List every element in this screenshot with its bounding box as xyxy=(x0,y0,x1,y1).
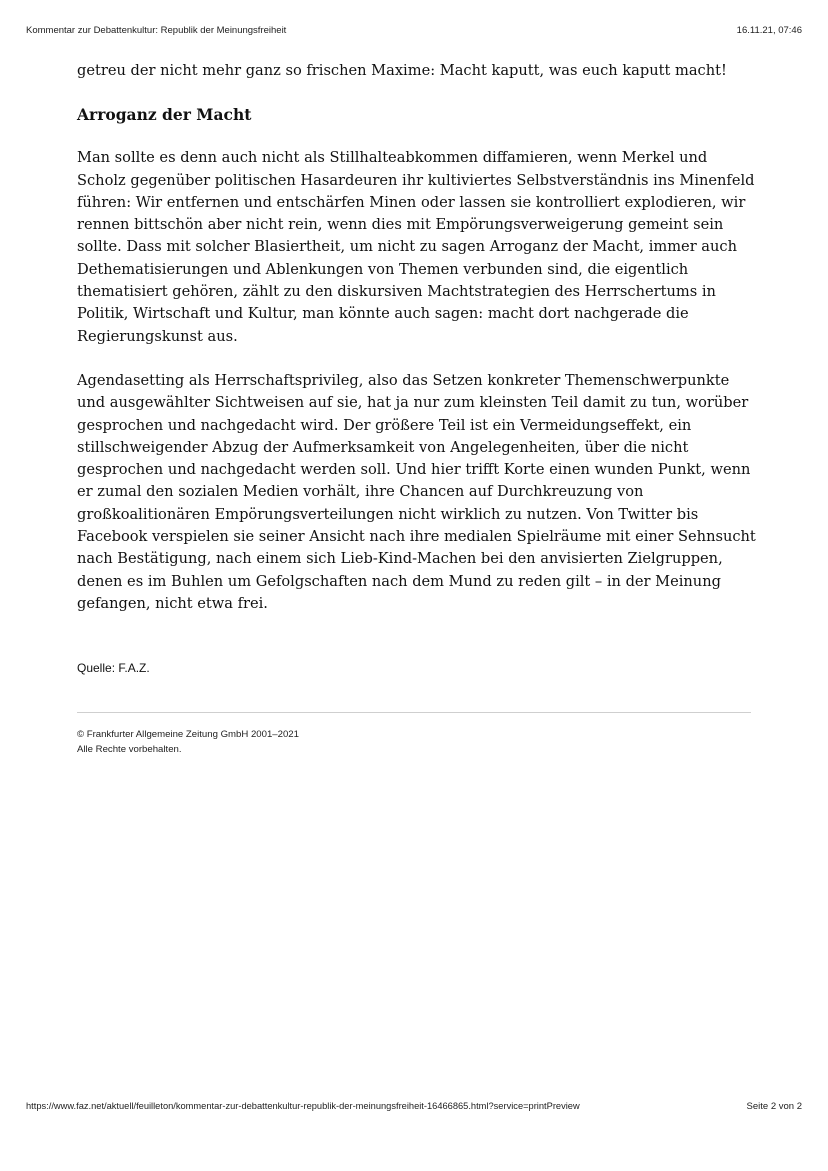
print-header-datetime: 16.11.21, 07:46 xyxy=(736,25,802,36)
copyright-block xyxy=(77,727,299,757)
article-body xyxy=(77,60,757,615)
print-footer-url: https://www.faz.net/aktuell/feuilleton/kommentar-zur-debattenkultur-republik-der-meinungsfreiheit-16466865.html?service=printPreview xyxy=(26,1101,580,1111)
footer-divider xyxy=(77,712,751,713)
article-paragraph-1: Man sollte es denn auch nicht als Stillhalteabkommen diffamieren, wenn Merkel und Scholz gegenüber politischen Hasardeuren ihr kultiviertes Selbstverständnis ins Minenfeld führen: Wir entfernen und entschärfen Minen oder lassen sie kontrolliert explodieren, wir rennen bittschön aber nicht rein, wenn dies mit Empörungsverweigerung gemeint sein sollte. Dass mit solcher Blasiertheit, um nicht zu sagen Arroganz der Macht, immer auch Dethematisierungen und Ablenkungen von Themen verbunden sind, die eigentlich thematisiert gehören, zählt zu den diskursiven Machtstrategien des Herrschertums in Politik, Wirtschaft und Kultur, man könnte auch sagen: macht dort nachgerade die Regierungskunst aus. xyxy=(77,149,755,345)
article-paragraph-2: Agendasetting als Herrschaftsprivileg, also das Setzen konkreter Themenschwerpunkte und ausgewählter Sichtweisen auf sie, hat ja nur zum kleinsten Teil damit zu tun, worüber gesprochen und nachgedacht wird. Der größere Teil ist ein Vermeidungseffekt, ein stillschweigender Abzug der Aufmerksamkeit von Angelegenheiten, über die nicht gesprochen und nachgedacht werden soll. Und hier trifft Korte einen wunden Punkt, wenn er zumal den sozialen Medien vorhält, ihre Chancen auf Durchkreuzung von großkoalitionären Empörungsverteilungen nicht wirklich zu nutzen. Von Twitter bis Facebook verspielen sie seiner Ansicht nach ihre medialen Spielräume mit einer Sehnsucht nach Bestätigung, nach einem sich Lieb-Kind-Machen bei den anvisierten Zielgruppen, denen es im Buhlen um Gefolgschaften nach dem Mund zu reden gilt – in der Meinung gefangen, nicht etwa frei. xyxy=(77,371,756,612)
copyright-line: © Frankfurter Allgemeine Zeitung GmbH 2001–2021 xyxy=(77,729,299,740)
article-source: Quelle: F.A.Z. xyxy=(77,661,150,675)
print-footer-page-number: Seite 2 von 2 xyxy=(746,1101,802,1112)
article-lead-in: getreu der nicht mehr ganz so frischen Maxime: Macht kaputt, was euch kaputt macht! xyxy=(77,62,727,79)
article-subheading: Arroganz der Macht xyxy=(77,105,252,125)
rights-reserved-line: Alle Rechte vorbehalten. xyxy=(77,744,182,755)
print-header-title: Kommentar zur Debattenkultur: Republik der Meinungsfreiheit xyxy=(26,25,287,36)
